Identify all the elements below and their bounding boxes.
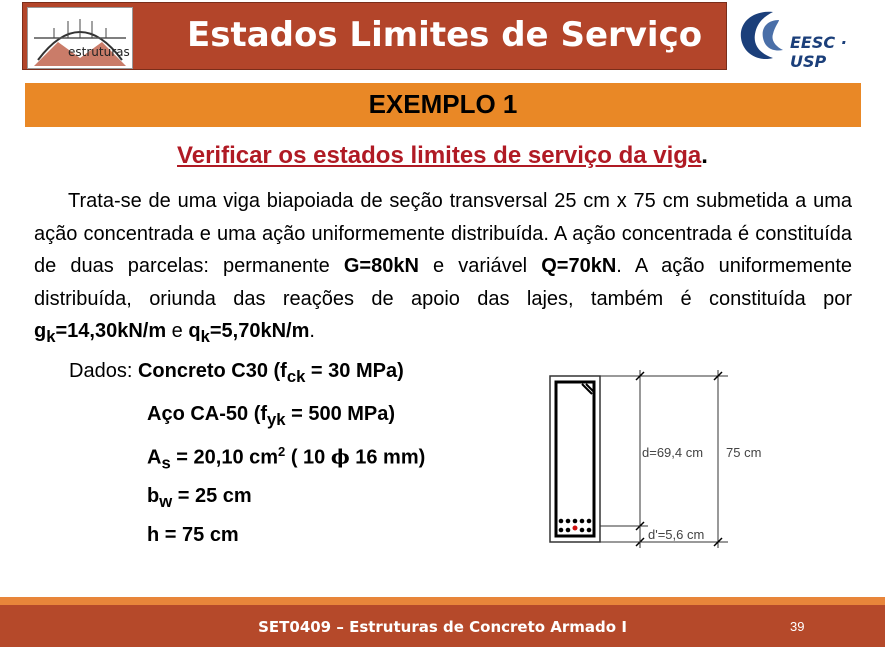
steel-area-spec: $A_s = 20,10$ $cm^2$ ( 10 ϕ 16 mm) (147, 444, 426, 473)
subtitle-text: Verificar os estados limites de serviço da viga (177, 142, 702, 169)
para-text-4: e (166, 320, 189, 342)
load-G: G=80kN (343, 255, 419, 277)
subtitle (0, 142, 885, 170)
slide-title: Estados Limites de Serviço (187, 15, 703, 55)
para-text-2: e variável (418, 255, 542, 277)
para-text-1: Trata-se de uma viga biapoiada de seção transversal 25 cm x 75 cm submetida a uma ação concentrada e uma ação uniformemente distribuída. A ação concentrada é constituída de duas parcelas: permanente (34, 190, 852, 277)
logo-text: estruturas (68, 45, 130, 59)
footer (0, 597, 885, 647)
steel-spec: Aço CA-50 ($f_{yk} = 500$ MPa) (147, 403, 396, 429)
para-text-3: . A ação uniformemente distribuída, oriunda das reações de apoio das lajes, também é constituída por (34, 255, 852, 310)
title-bar (22, 2, 727, 70)
course-title: SET0409 – Estruturas de Concreto Armado I (258, 618, 627, 636)
problem-statement (34, 185, 852, 354)
page-number: 39 (790, 619, 805, 634)
d-label: d=69,4 cm (642, 445, 704, 460)
h-label: 75 cm (726, 445, 762, 460)
d-prime-label: d'=5,6 cm (648, 527, 705, 542)
data-label: Dados: Concreto C30 ($f_{ck} = 30$ MPa) (69, 360, 404, 386)
example-bar (25, 83, 861, 127)
load-Q: Q=70kN (541, 255, 617, 277)
example-title: EXEMPLO 1 (368, 89, 518, 119)
height-spec: h = 75 cm (147, 524, 239, 546)
subtitle-period: . (701, 142, 708, 169)
para-text-5: . (309, 320, 315, 342)
concrete-spec: Concreto C30 ($f_{ck} = 30$ MPa) (137, 360, 404, 386)
eesc-usp-text: EESC · USP (790, 33, 847, 71)
footer-stripe (0, 597, 885, 605)
load-qk: $q_k=5,70kN/m$ (188, 320, 310, 346)
beam-cross-section-diagram (540, 364, 780, 553)
load-gk: $g_k=14,30kN/m$ (34, 320, 167, 346)
estruturas-logo (27, 7, 133, 69)
web-width-spec: $b_w = 25$ cm (147, 485, 252, 511)
